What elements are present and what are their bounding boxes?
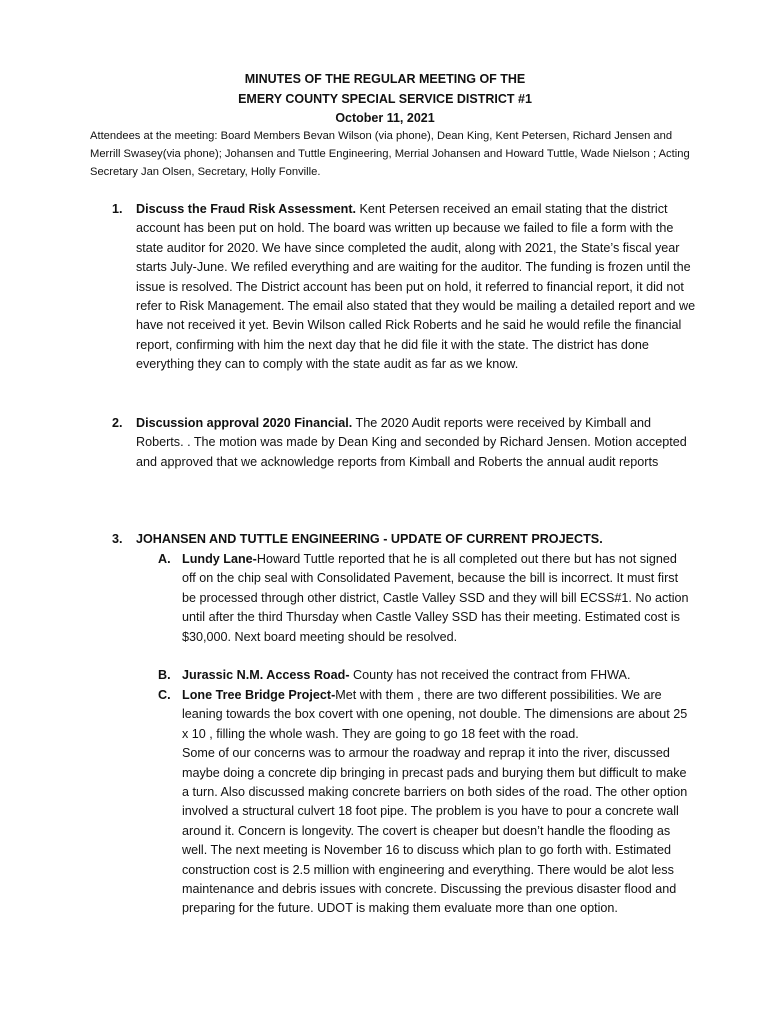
item-title: JOHANSEN AND TUTTLE ENGINEERING - UPDATE OF CURRENT PROJECTS. — [136, 532, 603, 546]
subitem-letter: C. — [158, 688, 171, 702]
item-number: 1. — [112, 202, 123, 216]
subitem-body — [182, 550, 690, 647]
subitem-body — [182, 666, 722, 685]
subitem-body — [182, 686, 690, 919]
subitem-title: Jurassic N.M. Access Road- — [182, 668, 350, 682]
subitem-title: Lone Tree Bridge Project- — [182, 688, 336, 702]
subitem-letter: B. — [158, 668, 171, 682]
document-title — [0, 70, 770, 129]
item-title: Discussion approval 2020 Financial. — [136, 416, 353, 430]
subitem-text: Met with them , there are two different possibilities. We are leaning towards the box covert with one opening, not double. The dimensions are about 25 x 10 , filling the whole wash. They are going to go 18 feet with the road. — [182, 688, 688, 741]
item-text: Kent Petersen received an email stating that the district account has been put on hold. The board was written up because we failed to file a form with the state auditor for 2020. We have since completed the audit, along with 2021, the State’s fiscal year starts July-June. We refiled everything and are waiting for the auditor. The funding is frozen until the issue is resolved. The District account has been put on hold, it referred to financial report, it did not refer to Risk Management. The email also stated that they would be mailing a detailed report and we have not received it yet. Bevin Wilson called Rick Roberts and he said he would refile the financial report, confirming with him the next day that he did file it with the state. The district has done everything they can to comply with the state audit as far as we know. — [136, 202, 696, 372]
item-body — [136, 414, 696, 472]
item-text: The 2020 Audit reports were received by Kimball and Roberts. . The motion was made by Dean King and seconded by Richard Jensen. Motion accepted and approved that we acknowledge reports from Kimball and Roberts the annual audit reports — [136, 416, 687, 469]
item-title: Discuss the Fraud Risk Assessment. — [136, 202, 357, 216]
subitem-title: Lundy Lane- — [182, 552, 257, 566]
subitem-letter: A. — [158, 552, 171, 566]
title-line-1: MINUTES OF THE REGULAR MEETING OF THE — [244, 72, 526, 86]
item-number: 3. — [112, 532, 123, 546]
item-body — [136, 200, 696, 375]
item-number: 2. — [112, 416, 123, 430]
title-line-2: EMERY COUNTY SPECIAL SERVICE DISTRICT #1 — [238, 91, 532, 106]
subitem-text-continued: Some of our concerns was to armour the roadway and reprap it into the river, discussed maybe doing a concrete dip bringing in precast pads and burying them but difficult to make a turn. Also discussed making concrete barriers on both sides of the road. The other option involved a structural culvert 18 foot pipe. The problem is you have to pour a concrete wall around it. Concern is longevity. The covert is cheaper but doesn’t handle the flooding as well. The next meeting is November 16 to discuss which plan to go forth with. Estimated construction cost is 2.5 million with engineering and everything. There would be alot less maintenance and debris issues with concrete. Discussing the previous disaster flood and preparing for the future. UDOT is making them evaluate more than one option. — [182, 746, 688, 916]
subitem-text: County has not received the contract from FHWA. — [349, 668, 631, 682]
attendees-paragraph: Attendees at the meeting: Board Members Bevan Wilson (via phone), Dean King, Kent Petersen, Richard Jensen and Merrill Swasey(via phone); Johansen and Tuttle Engineering, Merrial Johansen and Howard Tuttle, Wade Nielson ; Acting Secretary Jan Olsen, Secretary, Holly Fonville. — [90, 130, 690, 178]
subitem-text: Howard Tuttle reported that he is all completed out there but has not signed off on the chip seal with Consolidated Pavement, because the bill is incorrect. It must first be processed through other district, Castle Valley SSD and they will bill ECSS#1. No action until after the third Thursday when Castle Valley SSD has their meeting. Estimated cost is $30,000. Next board meeting should be resolved. — [182, 552, 689, 644]
meeting-date: October 11, 2021 — [335, 111, 435, 125]
